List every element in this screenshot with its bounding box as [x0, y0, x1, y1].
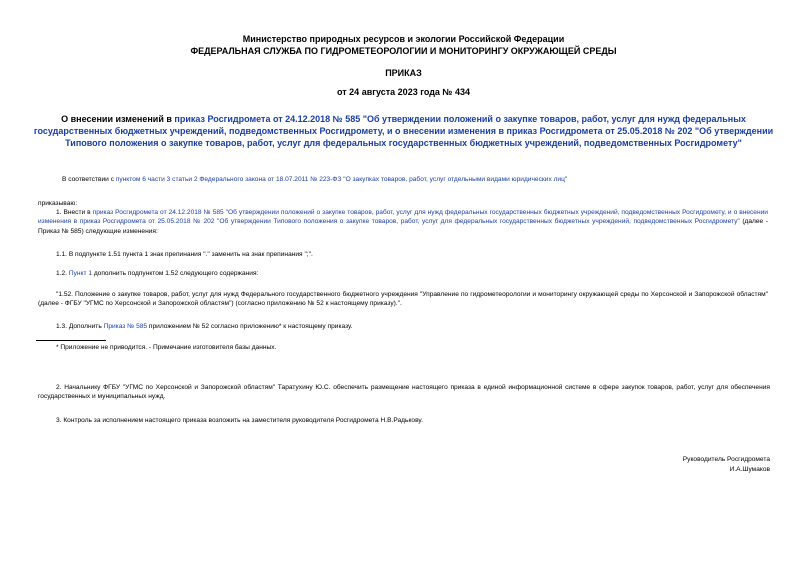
item-1-text: 1. Внести в — [56, 209, 93, 216]
footnote: * Приложение не приводится. - Примечание изготовителя базы данных. — [56, 344, 277, 351]
item-1-2 — [56, 269, 756, 278]
document-title — [30, 113, 777, 149]
signature-position: Руководитель Росгидромета — [682, 456, 770, 463]
item-1-3-text-end: приложением № 52 согласно приложению* к настоящему приказу. — [147, 323, 353, 330]
title-text: О внесении изменений в — [61, 114, 175, 124]
signature-name: И.А.Шумаков — [729, 466, 770, 473]
order-word: приказываю: — [38, 200, 78, 207]
item-1 — [38, 208, 768, 236]
item-1-1: 1.1. В подпункте 1.51 пункта 1 знак препинания "." заменить на знак препинания ";". — [56, 251, 313, 258]
quoted-subitem: "1.52. Положение о закупке товаров, работ, услуг для нужд Федерального государственного бюджетного учреждения "Управление по гидрометеорологии и мониторингу окружающей среды по Херсонской и Запорожской областям" (далее - ФГБУ "УГМС по Херсонской и Запорожской областям") (согласно приложению № 52 к настоящему приказу).". — [38, 291, 768, 308]
service-name: ФЕДЕРАЛЬНАЯ СЛУЖБА ПО ГИДРОМЕТЕОРОЛОГИИ И МОНИТОРИНГУ ОКРУЖАЮЩЕЙ СРЕДЫ — [190, 46, 617, 56]
item-1-2-text: 1.2. — [56, 270, 69, 277]
item-1-order-link[interactable]: приказ Росгидромета от 24.12.2018 № 585 "Об утверждении положений о закупке товаров, работ, услуг для нужд федеральных государственных бюджетных учреждений, подведомственных Росгидромету, и о внесении изменения в приказ Росгидромета от 25.05.2018 № 202 "Об утверждении Типового положения о закупке товаров, работ, услуг для федеральных государственных бюджетных учреждений, подведомственных Росгидромету" — [38, 209, 768, 226]
title-link[interactable]: приказ Росгидромета от 24.12.2018 № 585 "Об утверждении положений о закупке товаров, работ, услуг для нужд федеральных государственных бюджетных учреждений, подведомственных Росгидромету, и о внесении изменения в приказ Росгидромета от 25.05.2018 № 202 "Об утверждении Типового положения о закупке товаров, работ, услуг для федеральных государственных бюджетных учреждений, подведомственных Росгидромету" — [33, 114, 774, 148]
preamble — [62, 175, 782, 184]
preamble-law-link[interactable]: пунктом 6 части 3 статьи 2 Федерального закона от 18.07.2011 № 223-ФЗ "О закупках товаров, работ, услуг отдельными видами юридических лиц" — [115, 176, 568, 183]
footnote-divider — [36, 340, 106, 341]
document-date-number: от 24 августа 2023 года № 434 — [337, 87, 470, 97]
item-2: 2. Начальнику ФГБУ "УГМС по Херсонской и Запорожской областям" Таратухину Ю.С. обеспечить размещение настоящего приказа в единой информационной системе в сфере закупок товаров, работ, услуг для обеспечения государственных и муниципальных нужд. — [38, 384, 770, 401]
preamble-text: В соответствии с — [62, 176, 116, 183]
item-1-3-link[interactable]: Приказ № 585 — [103, 323, 148, 330]
item-3: 3. Контроль за исполнением настоящего приказа возложить на заместителя руководителя Росгидромета Н.В.Радькову. — [56, 417, 423, 424]
item-1-2-text-end: дополнить подпунктом 1.52 следующего содержания: — [92, 270, 259, 277]
document-type: ПРИКАЗ — [385, 68, 422, 78]
item-1-3 — [56, 322, 756, 331]
item-1-2-link[interactable]: Пункт 1 — [68, 270, 92, 277]
ministry-name: Министерство природных ресурсов и экологии Российской Федерации — [242, 34, 565, 44]
item-1-text-end: (далее - Приказ № 585) следующие изменения: — [38, 218, 768, 235]
item-1-3-text: 1.3. Дополнить — [56, 323, 104, 330]
